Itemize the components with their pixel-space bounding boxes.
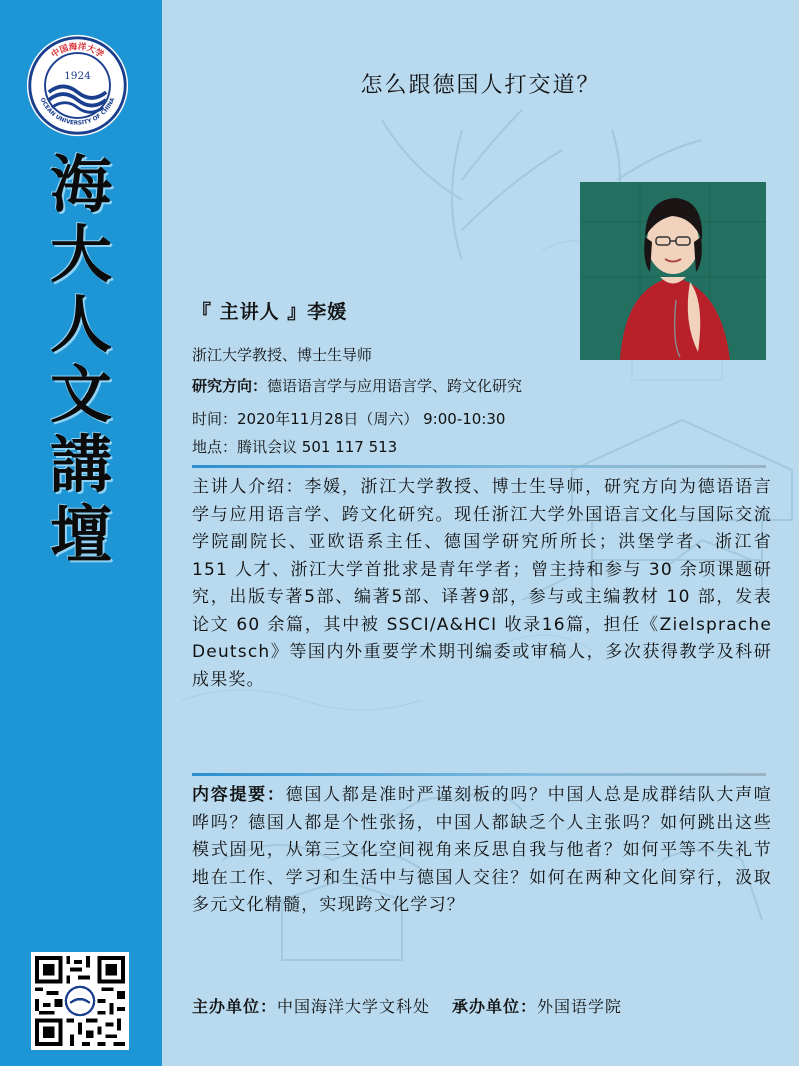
intro-text: 李媛，浙江大学教授、博士生导师，研究方向为德语语言学与应用语言学、跨文化研究。现任浙江大学外国语言文化与国际交流学院副院长、亚欧语系主任、德国学研究所所长；洪堡学者、浙江省 151 人才、浙江大学首批求是青年学者；曾主持和参与 30 余项课题研究，出版专著5部、编著5部、译著9部，参与或主编教材 10 部，发表论文 60 余篇，其中被 SSCI/A&HCI 收录16篇，担任《Zielsprache Deutsch》等国内外重要学术期刊编委或审稿人，多次获得教学及科研成果奖。 <box>192 477 772 690</box>
research-label: 研究方向： <box>192 377 268 395</box>
organizer-label: 承办单位： <box>452 997 538 1016</box>
summary-label: 内容提要： <box>192 785 286 805</box>
vertical-char: 大 <box>49 218 112 291</box>
speaker-label: 『 主讲人 』 <box>192 301 308 323</box>
intro-label: 主讲人介绍： <box>192 477 305 497</box>
research-value: 德语语言学与应用语言学、跨文化研究 <box>267 377 523 395</box>
place-label: 地点： <box>192 438 238 456</box>
vertical-char: 文 <box>49 358 112 431</box>
place-value: 腾讯会议 501 117 513 <box>237 438 398 456</box>
host-label: 主办单位： <box>192 997 278 1016</box>
sidebar <box>0 0 162 1066</box>
host-value: 中国海洋大学文科处 <box>277 997 431 1016</box>
main-content <box>162 0 799 1066</box>
content-summary <box>192 782 772 920</box>
speaker-heading <box>192 297 347 324</box>
research-direction <box>192 375 522 396</box>
vertical-char: 人 <box>49 288 112 361</box>
university-logo <box>25 33 130 138</box>
qr-code-icon[interactable] <box>31 952 129 1050</box>
svg-text:OCEAN UNIVERSITY OF CHINA: OCEAN UNIVERSITY OF CHINA <box>38 97 117 127</box>
vertical-char: 壇 <box>49 498 112 571</box>
organizers <box>192 994 622 1017</box>
speaker-photo <box>580 182 766 360</box>
vertical-char: 海 <box>49 148 112 221</box>
divider <box>192 465 766 468</box>
svg-text:1924: 1924 <box>64 69 91 82</box>
speaker-name: 李媛 <box>307 301 348 323</box>
time-value: 2020年11月28日（周六） 9:00-10:30 <box>237 410 506 428</box>
event-time <box>192 408 505 429</box>
organizer-value: 外国语学院 <box>537 997 623 1016</box>
speaker-intro <box>192 474 772 694</box>
page-title: 怎么跟德国人打交道？ <box>360 73 601 98</box>
summary-text: 德国人都是准时严谨刻板的吗？中国人总是成群结队大声喧哗吗？德国人都是个性张扬，中国人都缺乏个人主张吗？如何跳出这些模式固见，从第三文化空间视角来反思自我与他者？如何平等不失礼节地在工作、学习和生活中与德国人交往？如何在两种文化间穿行，汲取多元文化精髓，实现跨文化学习？ <box>192 785 773 915</box>
vertical-title <box>0 150 162 570</box>
svg-text:中国海洋大学: 中国海洋大学 <box>49 42 106 61</box>
vertical-char: 講 <box>49 428 112 501</box>
time-label: 时间： <box>192 410 238 428</box>
event-place <box>192 436 397 457</box>
speaker-title: 浙江大学教授、博士生导师 <box>192 346 373 364</box>
divider <box>192 773 766 776</box>
